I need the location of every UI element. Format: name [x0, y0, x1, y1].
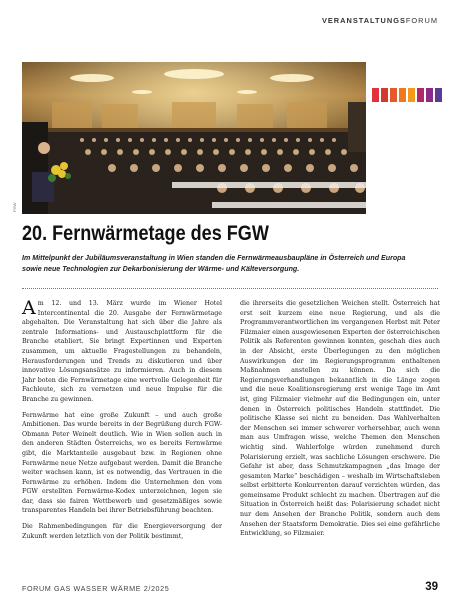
- brand-color-bar: [417, 88, 424, 102]
- conference-hall-photo: [22, 62, 366, 214]
- publication-name: FORUM GAS WASSER WÄRME 2/2025: [22, 584, 170, 593]
- article-column-left: [22, 299, 222, 547]
- dropcap: A: [22, 297, 36, 319]
- brand-color-bar: [426, 88, 433, 102]
- paragraph: [22, 299, 222, 405]
- divider: [22, 288, 438, 289]
- brand-color-bar: [372, 88, 379, 102]
- section-header-bold: VERANSTALTUNGS: [321, 16, 406, 25]
- article-title: 20. Fernwärmetage des FGW: [22, 222, 269, 245]
- page-number: 39: [425, 581, 438, 593]
- section-header: [322, 16, 438, 25]
- brand-color-bar: [390, 88, 397, 102]
- brand-color-bars: [372, 88, 442, 102]
- article-lead: Im Mittelpunkt der Jubiläumsveranstaltung in Wien standen die Fernwärmeausbaupläne in Österreich und Europa sowie neue Technologien zur Dekarbonisierung der Wärme- und Kälteversorgung.: [22, 254, 406, 273]
- paragraph: Die Rahmenbedingungen für die Energieversorgung der Zukunft werden letztlich von der Politik bestimmt,: [22, 523, 222, 540]
- photo-credit: FGW: [12, 202, 17, 212]
- brand-color-bar: [435, 88, 442, 102]
- section-header-light: FORUM: [405, 16, 438, 25]
- article-column-right: [240, 299, 440, 545]
- paragraph: die ihrerseits die gesetzlichen Weichen stellt. Österreich hat erst seit kurzem eine neue Regierung, und als die Programmverantwortlichen im vergangenen Herbst mit Peter Filzmaier einen ausgewiesenen Experten der österreichischen Politik als Referenten gewinnen konnten, geschah dies auch in der Absicht, erste Überlegungen zu den möglichen Auswirkungen der im Regierungsprogramm enthaltenen Maßnahmen anstellen zu können. Da sich die Regierungsverhandlungen bekanntlich in die Länge zogen und die neue Koalitionsregierung erst wenige Tage im Amt ist, ging Filzmaier vielmehr auf die Bedingungen ein, unter denen in Österreich politisches Handeln stattfindet. Die politische Klasse sei nicht zu beneiden. Das Wahlverhalten der Menschen sei immer schwerer vorhersehbar, auch wenn man aus Umfragen wisse, welche Themen den Menschen wichtig sind. Wahlerfolge würden zunehmend durch Polarisierung erzielt, was sachliche Lösungen erschwere. Die Gefahr ist aber, dass Schmutzkampagnen „das Image der gesamten Marke“ beschädigen – weshalb im Wirtschaftsleben selbst erbitterte Konkurrenten darauf verzichten würden, das gemeinsame Produkt schlecht zu machen. Übertragen auf die Situation in Österreich heißt das: Polarisierung schadet nicht nur dem Ansehen der Branche Politik, sondern auch dem Ansehen der Staatsform Demokratie. Dies sei eine gefährliche Entwicklung, so Filzmaier.: [240, 300, 440, 538]
- brand-color-bar: [408, 88, 415, 102]
- paragraph: Fernwärme hat eine große Zukunft – und auch große Ambitionen. Das wurde bereits in der Begrüßung durch FGW-Obmann Peter Weinelt deutlich. Wie in Wien sollen auch in den anderen Städten Österreichs, wo es bereits Fernwärme gibt, die Marktanteile ausgebaut bzw. in Regionen ohne Fernwärme neue Netze aufgebaut werden. Damit die Branche weiter wachsen kann, ist es notwendig, das Vertrauen in die Fernwärme zu erhöhen. Indem die Unternehmen den vom FGW erstellten Fernwärme-Kodex unterzeichnen, legen sie dar, dass sie fairen Wettbewerb und gesetzmäßiges sowie transparentes Handeln bei ihrer Betriebsführung beachten.: [22, 411, 222, 515]
- brand-color-bar: [381, 88, 388, 102]
- paragraph-text: m 12. und 13. März wurde im Wiener Hotel Intercontinental die 20. Ausgabe der Fernwärmetage abgehalten. Die Veranstaltung hat sich über die Jahre als zentrale Informations- und Austauschplattform für die Branche etabliert. Sie bringt Expertinnen und Experten zusammen, um aktuelle Fragestellungen zu behandeln, Herausforderungen und Trends zu diskutieren und über innovative Lösungsansätze zu informieren. Auch in diesem Jahr boten die Fernwärmetage eine wertvolle Gelegenheit für Fachleute, sich zu vernetzen und neue Impulse für die Branche zu gewinnen.: [22, 300, 222, 403]
- brand-color-bar: [399, 88, 406, 102]
